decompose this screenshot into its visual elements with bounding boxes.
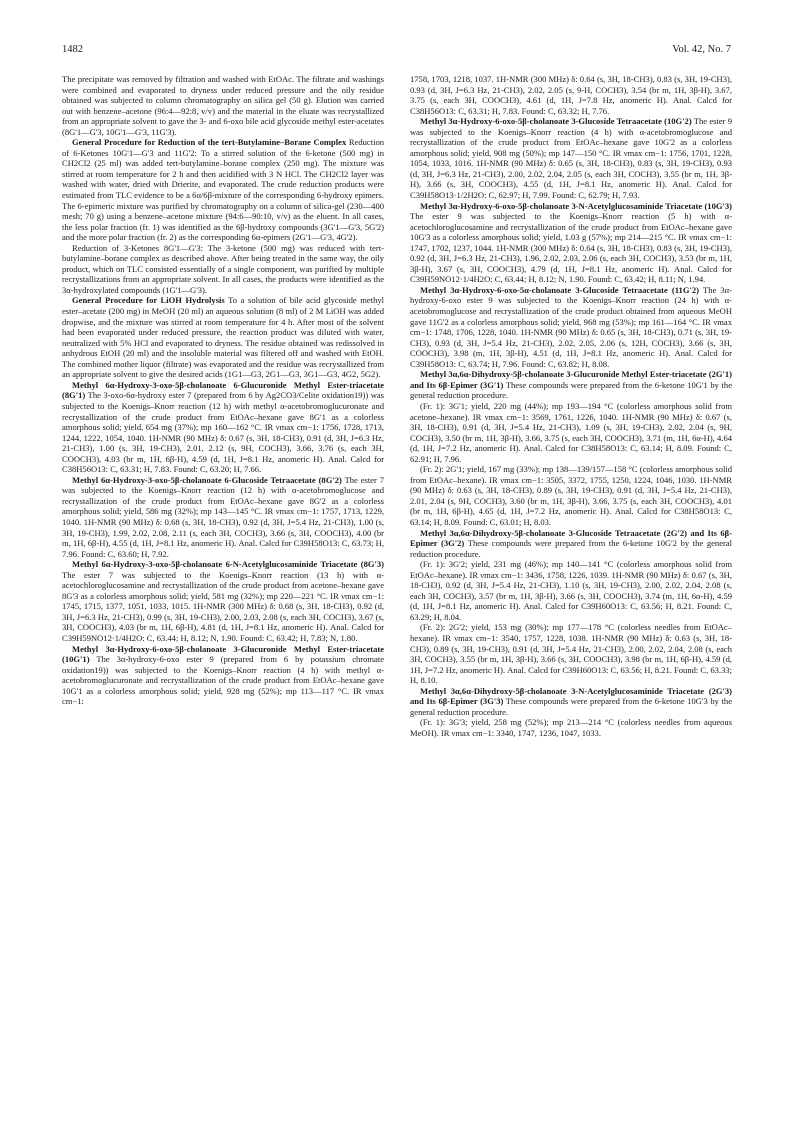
paragraph-text: The ester 9 was subjected to the Koenigs–Knorr reaction (5 h) with α-acetochloroglucosamine and recrystallization of the crude product from EtOAc–hexane gave 10G'3 as a colorless amorphous solid; yield, 1.03 g (57%); mp 214—215 °C. IR νmax cm−1: 1747, 1702, 1237, 1044. 1H-NMR (300 MHz) δ: 0.64 (s, 3H, 18-CH3), 0.83 (s, 3H, 19-CH3), 0.92 (d, 3H, J=6.3 Hz, 21-CH3), 1.96, 2.02, 2.03, 2.06 (s, each 3H, COCH3), 3.53 (br m, 1H, 3β-H), 3.67 (s, 3H, COOCH3), 4.79 (d, 1H, J=8.1 Hz, anomeric H). Anal. Calcd for C39H59NO12·1/4H2O: C, 63.44; H, 8.12; N, 1.90. Found: C, 63.42; H, 8.11; N, 1.94.	[410, 211, 732, 285]
paragraph	[410, 369, 732, 401]
paragraph	[62, 644, 384, 707]
paragraph-text: 1758, 1703, 1218, 1037. 1H-NMR (300 MHz) δ: 0.64 (s, 3H, 18-CH3), 0.83 (s, 3H, 19-CH3), 0.93 (d, 3H, J=6.3 Hz, 21-CH3), 2.02, 2.05 (s, 9-H, COCH3), 3.54 (br m, 1H, 3β-H), 3.67, 3.75 (s, each 3H, COOCH3), 4.61 (d, 1H, J=7.8 Hz, anomeric H). Anal. Calcd for C38H56O13: C, 63.31; H, 7.83. Found: C, 63.32; H, 7.76.	[410, 74, 732, 116]
paragraph	[62, 295, 384, 379]
paragraph	[410, 401, 732, 464]
paragraph-heading: Methyl 3α-Hydroxy-6-oxo-5α-cholanoate 3-Glucoside Tetraacetate (11G'2)	[420, 284, 699, 295]
paragraph-text: The ester 7 was subjected to the Koenigs–Knorr reaction (13 h) with α-acetochloroglucosamine and recrystallization of the crude product from acetone–hexane gave 8G'3 as a colorless amorphous solid; yield, 581 mg (32%); mp 220—221 °C. IR νmax cm−1: 1745, 1715, 1377, 1051, 1033, 1015. 1H-NMR (300 MHz) δ: 0.68 (s, 3H, 18-CH3), 0.92 (d, 3H, J=6.3 Hz, 21-CH3), 0.99 (s, 3H, 19-CH3), 2.00, 2.03, 2.08 (s, each 3H, COCH3), 3.67 (s, 3H, COOCH3), 4.03 (br m, 1H, 6β-H), 4.81 (d, 1H, J=8.1 Hz, anomeric H). Anal. Calcd for C39H59NO12·1/4H2O: C, 63.44; H, 8.12; N, 1.90. Found: C, 63.42; H, 7.83; N, 1.80.	[62, 569, 384, 643]
paragraph-text: The 3α-hydroxy-6-oxo ester 9 (prepared from 6 by potassium chromate oxidation19)) was subjected to the Koenigs–Knorr reaction (4 h) with methyl α-acetobromoglucuronate and recrystallization of the crude product from EtOAc–hexane gave 10G'1 as a colorless amorphous solid; yield, 928 mg (52%); mp 113—117 °C. IR νmax cm−1:	[62, 654, 385, 707]
paragraph	[410, 116, 732, 200]
paragraph-heading: Methyl 3α,6α-Dihydroxy-5β-cholanoate 3-N-Acetylglucosaminide Triacetate (2G'3) and Its 6β-Epimer (3G'3)	[410, 685, 732, 707]
paragraph-heading: Methyl 6α-Hydroxy-3-oxo-5β-cholanoate 6-Glucoside Tetraacetate (8G'2)	[72, 474, 342, 485]
paragraph	[410, 528, 732, 560]
right-column	[410, 74, 732, 738]
paragraph	[410, 559, 732, 622]
paragraph-text: The 3-oxo-6α-hydroxy ester 7 (prepared from 6 by Ag2CO3/Celite oxidation19)) was subjected to the Koenigs–Knorr reaction (12 h) with methyl α-acetobromoglucuronate and recrystallization of the crude product from EtOAc–hexane gave 8G'1 as a colorless amorphous solid; yield, 654 mg (37%); mp 160—162 °C. IR νmax cm−1: 1756, 1728, 1713, 1244, 1222, 1054, 1040. 1H-NMR (90 MHz) δ: 0.67 (s, 3H, 18-CH3), 0.91 (d, 3H, J=6.3 Hz, 21-CH3), 1.00 (s, 3H, 19-CH3), 2.01, 2.12 (s, 9H, COCH3), 3.66, 3.76 (s, each 3H, COOCH3), 4.03 (br m, 1H, 6β-H), 4.59 (d, 1H, J=8.1 Hz, anomeric H). Anal. Calcd for C38H56O13: C, 63.31; H, 7.83. Found: C, 63.20; H, 7.66.	[62, 390, 385, 475]
paragraph-text: These compounds were prepared from the 6-ketone 10G'3 by the general reduction procedure.	[410, 696, 732, 717]
paragraph	[410, 74, 732, 116]
paragraph-heading: Methyl 3α-Hydroxy-6-oxo-5β-cholanoate 3-N-Acetylglucosaminide Triacetate (10G'3)	[420, 200, 732, 211]
paragraph	[62, 243, 384, 296]
paragraph	[62, 559, 384, 643]
paragraph-text: (Fr. 1): 3G'2; yield, 231 mg (46%); mp 140—141 °C (colorless amorphous solid from EtOAc–hexane). IR νmax cm−1: 3436, 1758, 1226, 1039. 1H-NMR (90 MHz) δ: 0.67 (s, 3H, 18-CH3), 0.92 (d, 3H, J=5.4 Hz, 21-CH3), 1.10 (s, 3H, 19-CH3), 2.00, 2.02, 2.04, 2.08 (s, each 3H, COCH3), 3.57 (br m, 1H, 3β-H), 3.66 (s, 3H, COOCH3), 3.74 (m, 1H, 6α-H), 4.59 (d, 1H, J=8.1 Hz, anomeric H). Anal. Calcd for C39H60O13: C, 63.56; H, 8.21. Found: C, 63.29; H, 8.04.	[410, 559, 732, 622]
paragraph	[410, 464, 732, 527]
paragraph-text: (Fr. 1): 3G'1; yield, 220 mg (44%); mp 193—194 °C (colorless amorphous solid from acetone–hexane). IR νmax cm−1: 3569, 1761, 1226, 1040. 1H-NMR (90 MHz) δ: 0.67 (s, 3H, 18-CH3), 0.91 (d, 3H, J=5.4 Hz, 21-CH3), 1.09 (s, 3H, 19-CH3), 2.02, 2.04 (s, 9H, COCH3), 3.50 (br m, 1H, 3β-H), 3.66, 3.75 (s, each 3H, COOCH3), 3.71 (m, 1H, 6α-H), 4.64 (d, 1H, J=7.2 Hz, anomeric H). Anal. Calcd for C38H58O13: C, 63.14; H, 8.09. Found: C, 62.91; H, 7.96.	[410, 400, 732, 464]
paragraph	[410, 285, 732, 369]
paragraph-heading: Methyl 3α,6α-Dihydroxy-5β-cholanoate 3-Glucuronide Methyl Ester-triacetate (2G'1) and Its 6β-Epimer (3G'1)	[410, 369, 732, 390]
paragraph	[410, 201, 732, 285]
page-number: 1482	[62, 44, 83, 55]
paragraph-text: These compounds were prepared from the 6-ketone 10G'2 by the general reduction procedure.	[410, 538, 733, 559]
paragraph-heading: General Procedure for Reduction of the tert-Butylamine–Borane Complex	[72, 137, 347, 148]
paragraph-text: (Fr. 2): 2G'1; yield, 167 mg (33%); mp 138—139/157—158 °C (colorless amorphous solid from EtOAc–hexane). IR νmax cm−1: 3505, 3372, 1755, 1250, 1224, 1046, 1030. 1H-NMR (90 MHz) δ: 0.63 (s, 3H, 18-CH3), 0.89 (s, 3H, 19-CH3), 0.91 (d, 3H, J=5.4 Hz, 21-CH3), 2.01, 2.04 (s, 9H, COCH3), 3.60 (br m, 1H, 3β-H), 3.66, 3.75 (s, each 3H, COOCH3), 4.01 (br m, 1H, 6β-H), 4.65 (d, 1H, J=7.2 Hz, anomeric H). Anal. Calcd for C38H58O13: C, 63.14; H, 8.09. Found: C, 63.01; H, 8.03.	[410, 464, 732, 527]
paragraph-text: Reduction of 3-Ketones 8G'1—G'3: The 3-ketone (500 mg) was reduced with tert-butylamine–borane complex as described above. After being treated in the same way, the oily product, which on TLC consisted essentially of a single component, was purified by multiple recrystallizations from an appropriate solvent. In all cases, the products were identified as the 3α-hydroxylated compounds (1G'1—G'3).	[62, 242, 384, 295]
paragraph-text: These compounds were prepared from the 6-ketone 10G'1 by the general reduction procedure.	[410, 379, 732, 401]
paragraph-text: (Fr. 1): 3G'3; yield, 258 mg (52%); mp 213—214 °C (colorless needles from aqueous MeOH). IR νmax cm−1: 3340, 1747, 1236, 1047, 1033.	[410, 717, 732, 738]
paragraph-text: The 3α-hydroxy-6-oxo ester 9 was subjected to the Koenigs–Knorr reaction (24 h) with α-acetobromoglucose and recrystallization of the crude product obtained from aqueous MeOH gave 11G'2 as a colorless amorphous solid; yield, 968 mg (53%); mp 161—164 °C. IR νmax cm−1: 1748, 1706, 1228, 1040. 1H-NMR (90 MHz) δ: 0.65 (s, 3H, 18-CH3), 0.71 (s, 3H, 19-CH3), 0.93 (d, 3H, J=5.4 Hz, 21-CH3), 2.02, 2.05, 2.06 (s, 12H, COCH3), 3.66 (s, 3H, COOCH3), 3.98 (m, 1H, 3β-H), 4.51 (d, 1H, J=8.1 Hz, anomeric H). Anal. Calcd for C39H58O13: C, 63.74; H, 7.96. Found: C, 63.82; H, 8.08.	[410, 284, 732, 369]
paragraph	[62, 137, 384, 242]
paragraph-heading: Methyl 3α,6α-Dihydroxy-5β-cholanoate 3-Glucoside Tetraacetate (2G'2) and Its 6β-Epimer (3G'2)	[410, 527, 732, 549]
paragraph-heading: Methyl 3α-Hydroxy-6-oxo-5β-cholanoate 3-Glucoside Tetraacetate (10G'2)	[420, 116, 692, 127]
paragraph	[62, 74, 384, 137]
paragraph-text: The ester 7 was subjected to the Koenigs–Knorr reaction (12 h) with α-acetobromoglucose and recrystallization of the crude product from EtOAc–hexane gave 8G'2 as a colorless amorphous solid; yield, 586 mg (32%); mp 143—145 °C. IR νmax cm−1: 1757, 1713, 1229, 1040. 1H-NMR (90 MHz) δ: 0.68 (s, 3H, 18-CH3), 0.92 (d, 3H, J=5.4 Hz, 21-CH3), 1.00 (s, 3H, 19-CH3), 1.99, 2.02, 2.08, 2.11 (s, each 3H, COCH3), 3.66 (s, 3H, COOCH3), 4.00 (br m, 1H, 6β-H), 4.55 (d, 1H, J=8.1 Hz, anomeric H). Anal. Calcd for C39H58O13: C, 63.73; H, 7.96. Found: C, 63.60; H, 7.92.	[62, 474, 384, 559]
paragraph-heading: Methyl 6α-Hydroxy-3-oxo-5β-cholanoate 6-Glucuronide Methyl Ester-triacetate (8G'1)	[62, 379, 384, 401]
paragraph	[410, 622, 732, 685]
left-column	[62, 74, 384, 707]
paragraph-text: The precipitate was removed by filtration and washed with EtOAc. The filtrate and washings were combined and evaporated to dryness under reduced pressure and the oily residue obtained was subjected to column chromatography on silica gel (50 g). Elution was carried out with benzene–acetone (96:4—92:8, v/v) and the material in the eluate was recrystallized from an appropriate solvent to gave the 3- and 6-oxo bile acid glycoside methyl ester-acetates (8G'1—G'3, 10G'1—G'3, 11G'3).	[62, 74, 384, 137]
paragraph-text: To a solution of bile acid glycoside methyl ester–acetate (200 mg) in MeOH (20 ml) an aqueous solution (8 ml) of 2 M LiOH was added dropwise, and the mixture was stirred at room temperature for 4 h. After most of the solvent had been evaporated under reduced pressure, the reaction product was diluted with water, neutralized with 5% HCl and evaporated to dryness. The residue obtained was redissolved in anhydrous EtOH (20 ml) and the insoluble material was filtered off and washed with EtOH. The combined mother liquor (filtrate) was evaporated and the residue was recrystallized from an appropriate solvent to give the desired acids (1G1—G3, 2G1—G3, 3G1—G3, 4G2, 5G2).	[62, 295, 385, 380]
page-header	[62, 44, 731, 58]
body-columns	[62, 74, 732, 1094]
paragraph-text: (Fr. 2): 2G'2; yield, 153 mg (30%); mp 177—178 °C (colorless needles from EtOAc–hexane). IR νmax cm−1: 3540, 1757, 1228, 1038. 1H-NMR (90 MHz) δ: 0.63 (s, 3H, 18-CH3), 0.89 (s, 3H, 19-CH3), 0.91 (d, 3H, J=5.4 Hz, 21-CH3), 2.00, 2.02, 2.04, 2.08 (s, each 3H, COCH3), 3.55 (br m, 1H, 3β-H), 3.66 (s, 3H, COOCH3), 3.98 (br m, 1H, 6β-H), 4.59 (d, 1H, J=7.2 Hz, anomeric H). Anal. Calcd for C39H60O13: C, 63.56; H, 8.21. Found: C, 63.33; H, 8.10.	[410, 622, 732, 686]
paragraph-heading: Methyl 3α-Hydroxy-6-oxo-5β-cholanoate 3-Glucuronide Methyl Ester-triacetate (10G'1)	[62, 643, 384, 665]
paragraph-heading: Methyl 6α-Hydroxy-3-oxo-5β-cholanoate 6-N-Acetylglucosaminide Triacetate (8G'3)	[72, 559, 384, 570]
paragraph	[62, 380, 384, 475]
paragraph	[62, 475, 384, 559]
paragraph-text: Reduction of 6-Ketones 10G'1—G'3 and 11G'2: To a stirred solution of the 6-ketone (500 mg) in CH2Cl2 (25 ml) was added tert-butylamine–borane complex (250 mg). The mixture was stirred at room temperature for 2 h and then acidified with 3 N HCl. The CH2Cl2 layer was washed with water, dried with Drierite, and evaporated. The crude reduction products were estimated from TLC evidence to be a 6α/6β-mixture of the corresponding 6-hydroxy epimers. The 6-epimeric mixture was purified by chromatography on a column of silica-gel (230—400 mesh; 70 g) using a benzene–acetone mixture (94:6—90:10, v/v) as the eluent. In all cases, the less polar fraction (fr. 1) was identified as the 6β-hydroxy compounds (3G'1—G'3, 5G'2) and the more polar fraction (fr. 2) as the corresponding 6α-epimers (2G'1—G'3, 4G'2).	[62, 137, 384, 243]
paragraph	[410, 717, 732, 738]
paragraph	[410, 686, 732, 718]
paragraph-heading: General Procedure for LiOH Hydrolysis	[72, 295, 225, 306]
paragraph-text: The ester 9 was subjected to the Koenigs–Knorr reaction (4 h) with α-acetobromoglucose and recrystallization of the crude product from EtOAc–hexane gave 10G'2 as a colorless amorphous solid; yield, 908 mg (50%); mp 147—150 °C. IR νmax cm−1: 1756, 1701, 1228, 1054, 1033, 1016. 1H-NMR (90 MHz) δ: 0.65 (s, 3H, 18-CH3), 0.83 (s, 3H, 19-CH3), 0.93 (d, 3H, J=6.3 Hz, 21-CH3), 2.00, 2.02, 2.04, 2.05 (s, each 3H, COCH3), 3.55 (br m, 1H, 3β-H), 3.66 (s, 3H, COOCH3), 4.55 (d, 1H, J=8.1 Hz, anomeric H). Anal. Calcd for C39H58O13·1/2H2O: C, 62.97; H, 7.99. Found: C, 62.79; H, 7.93.	[410, 116, 732, 201]
journal-volume: Vol. 42, No. 7	[672, 44, 731, 55]
